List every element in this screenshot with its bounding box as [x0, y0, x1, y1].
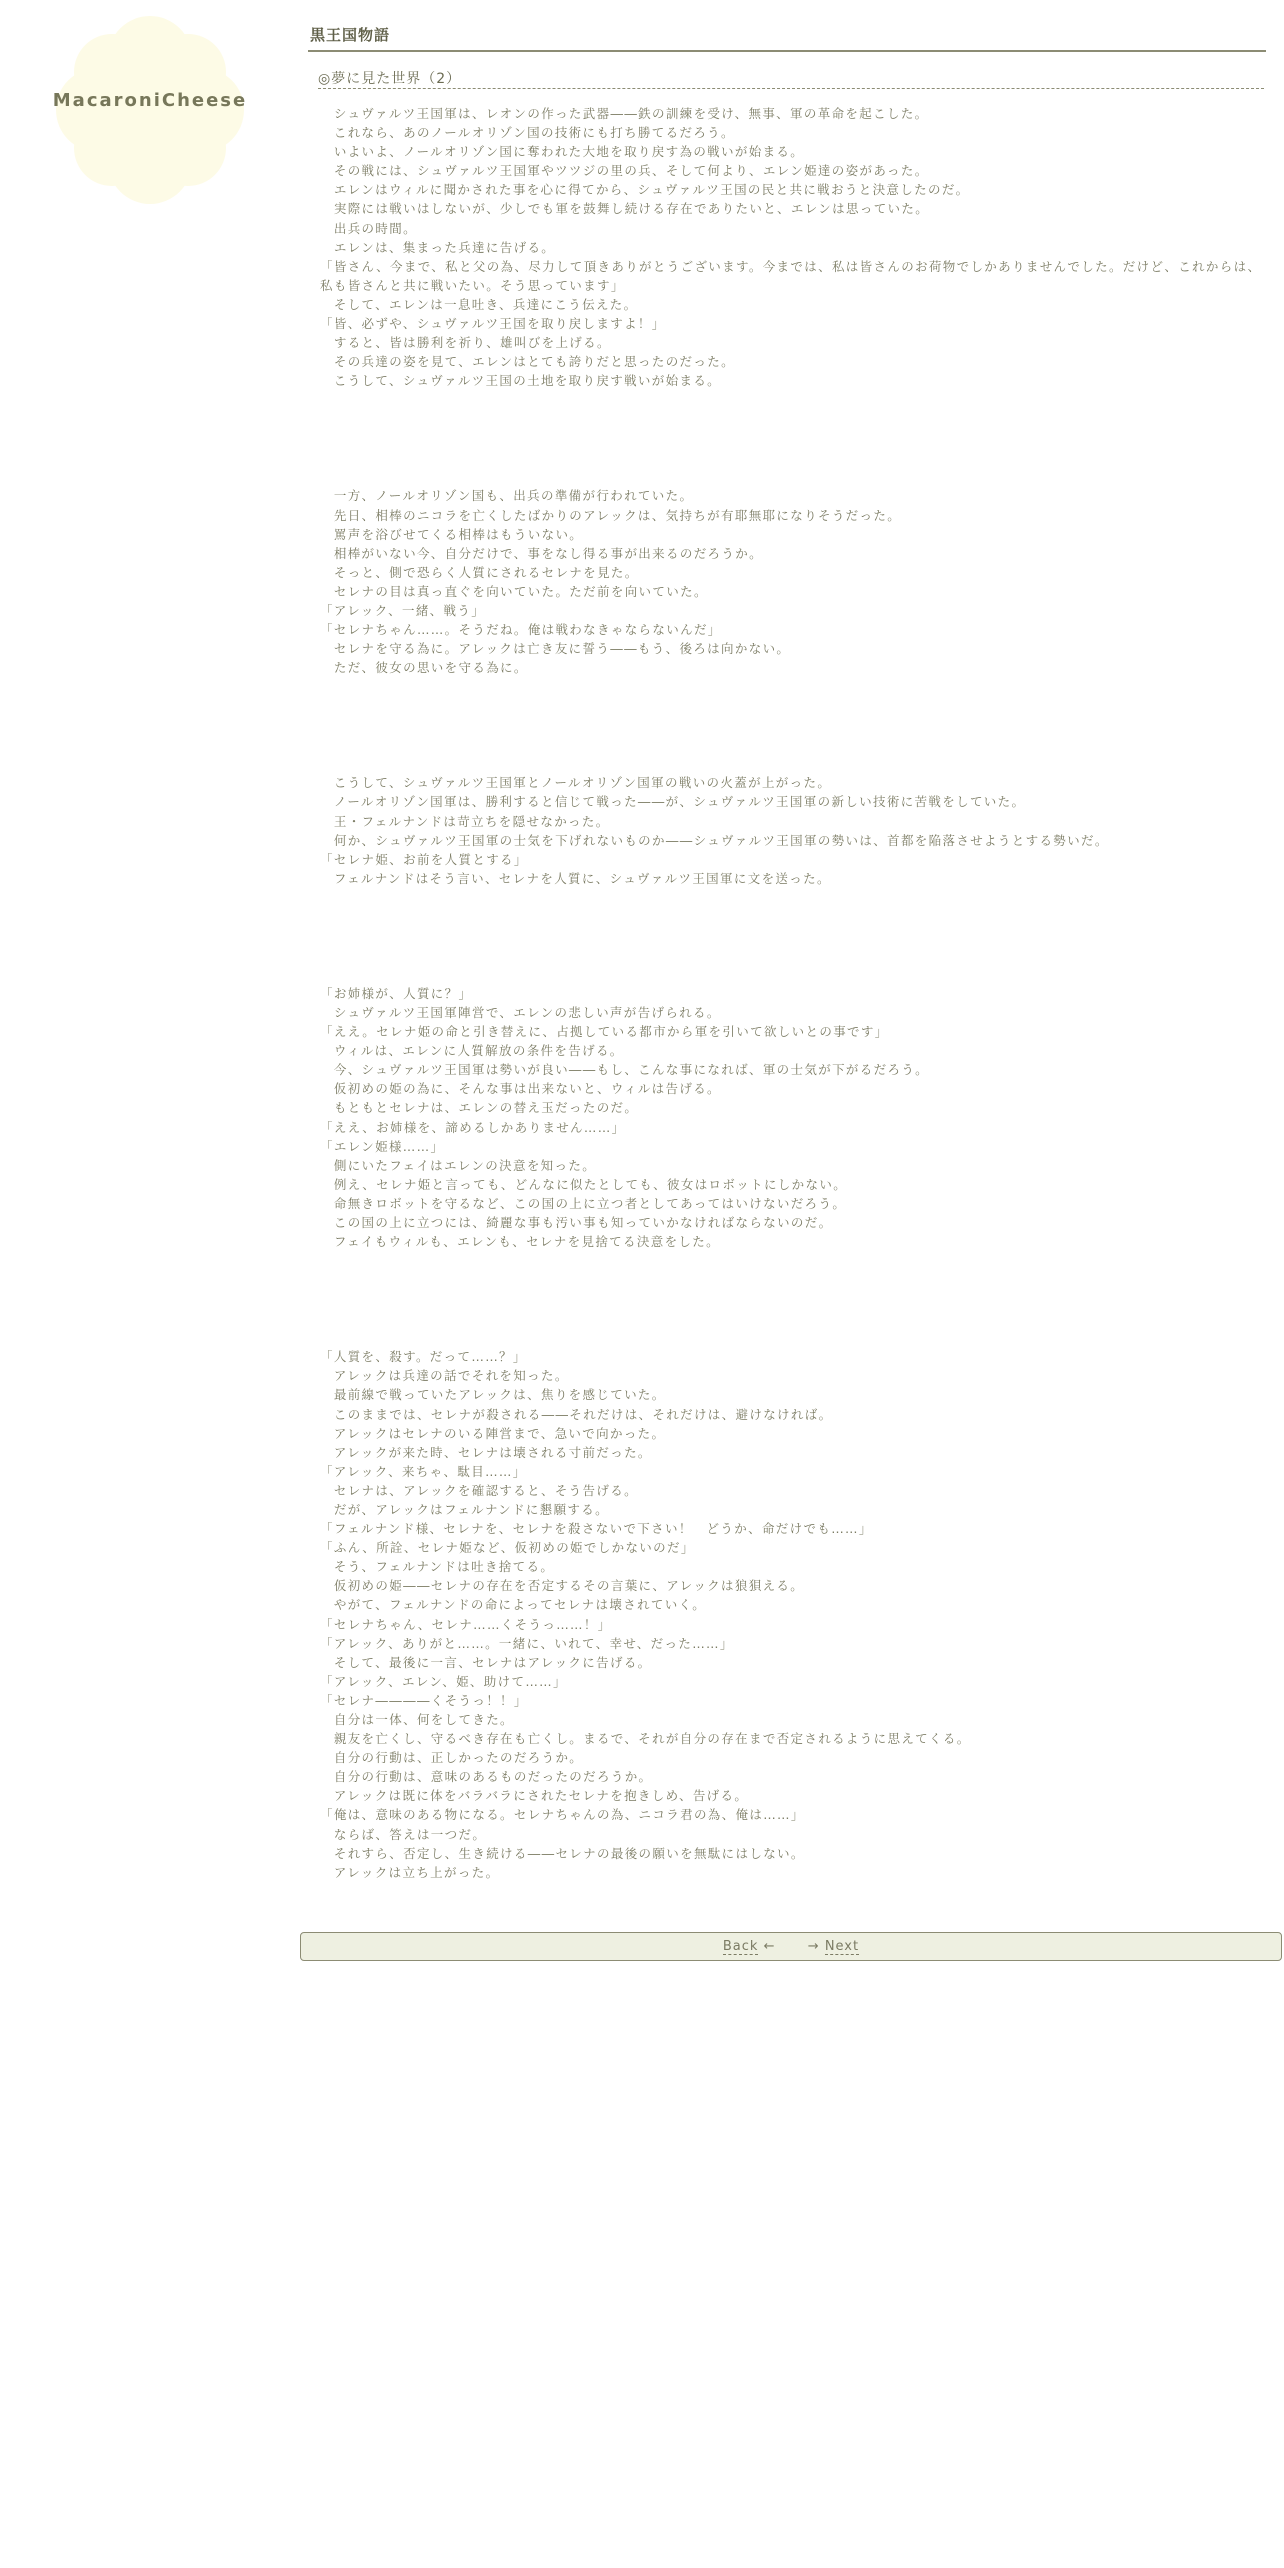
site-title: 黒王国物語 [310, 26, 391, 44]
story-line: 「エレン姫様……」 [320, 1138, 445, 1154]
story-line: 「俺は、意味のある物になる。セレナちゃんの為、ニコラ君の為、俺は……」 [320, 1807, 805, 1823]
story-line: 一方、ノールオリゾン国も、出兵の準備が行われていた。 [320, 488, 694, 504]
story-line: アレックは既に体をバラバラにされたセレナを抱きしめ、告げる。 [320, 1788, 749, 1804]
story-line: これなら、あのノールオリゾン国の技術にも打ち勝てるだろう。 [320, 125, 735, 141]
story-line: セレナを守る為に。アレックは亡き友に誓う――もう、後ろは向かない。 [320, 641, 791, 657]
story-line: そう、フェルナンドは吐き捨てる。 [320, 1559, 555, 1575]
story-line: 「ふん、所詮、セレナ姫など、仮初めの姫でしかないのだ」 [320, 1540, 695, 1556]
story-line: 親友を亡くし、守るべき存在も亡くし。まるで、それが自分の存在まで否定されるように思えてくる。 [320, 1731, 971, 1747]
section-gap [320, 677, 1264, 773]
story-line: 「ええ。セレナ姫の命と引き替えに、占拠している都市から軍を引いて欲しいとの事です」 [320, 1024, 889, 1040]
story-line: 自分の行動は、意味のあるものだったのだろうか。 [320, 1769, 653, 1785]
story-line: アレックは兵達の話でそれを知った。 [320, 1368, 569, 1384]
story-line: 「皆さん、今まで、私と父の為、尽力して頂きありがとうございます。今までは、私は皆さんのお荷物でしかありませんでした。だけど、これからは、私も皆さんと共に戦いたい。そう思っています」 [320, 258, 1262, 293]
story-line: 「アレック、エレン、姫、助けて……」 [320, 1673, 567, 1689]
story-line: 実際には戦いはしないが、少しでも軍を鼓舞し続ける存在でありたいと、エレンは思っていた。 [320, 201, 930, 217]
story-line: 命無きロボットを守るなど、この国の上に立つ者としてあってはいけないだろう。 [320, 1195, 847, 1211]
story-section [320, 486, 1264, 677]
story-body [320, 104, 1264, 1882]
story-line: 「アレック、ありがと……。一緒に、いれて、幸せ、だった……」 [320, 1635, 734, 1651]
story-line: もともとセレナは、エレンの替え玉だったのだ。 [320, 1100, 639, 1116]
story-line: 罵声を浴びせてくる相棒はもういない。 [320, 526, 584, 542]
story-line: それすら、否定し、生き続ける――セレナの最後の願いを無駄にはしない。 [320, 1845, 805, 1861]
story-line: 「アレック、来ちゃ、駄目……」 [320, 1463, 527, 1479]
chapter-divider [318, 88, 1264, 89]
story-line: そして、最後に一言、セレナはアレックに告げる。 [320, 1654, 652, 1670]
story-line: ウィルは、エレンに人質解放の条件を告げる。 [320, 1043, 624, 1059]
story-line: その兵達の姿を見て、エレンはとても誇りだと思ったのだった。 [320, 354, 735, 370]
story-line: こうして、シュヴァルツ王国の土地を取り戻す戦いが始まる。 [320, 373, 722, 389]
story-line: 「セレナちゃん、セレナ……くそうっ……！」 [320, 1616, 612, 1632]
chapter-title: ◎夢に見た世界（2） [318, 71, 462, 87]
story-section [320, 104, 1264, 390]
story-line: 「セレナちゃん……。そうだね。俺は戦わなきゃならないんだ」 [320, 622, 722, 638]
story-line: 「ええ、お姉様を、諦めるしかありません……」 [320, 1119, 626, 1135]
story-line: いよいよ、ノールオリゾン国に奪われた大地を取り戻す為の戦いが始まる。 [320, 144, 805, 160]
section-gap [320, 888, 1264, 984]
story-line: ノールオリゾン国軍は、勝利すると信じて戦った――が、シュヴァルツ王国軍の新しい技術に苦戦をしていた。 [320, 794, 1026, 810]
logo-text: MacaroniCheese [52, 90, 248, 111]
story-line: やがて、フェルナンドの命によってセレナは壊されていく。 [320, 1597, 707, 1613]
story-line: 仮初めの姫の為に、そんな事は出来ないと、ウィルは告げる。 [320, 1081, 721, 1097]
next-arrow: → [807, 1939, 820, 1954]
story-line: セレナの目は真っ直ぐを向いていた。ただ前を向いていた。 [320, 583, 708, 599]
story-line: エレンはウィルに聞かされた事を心に得てから、シュヴァルツ王国の民と共に戦おうと決意したのだ。 [320, 182, 970, 198]
story-line: ただ、彼女の思いを守る為に。 [320, 660, 528, 676]
story-line: 例え、セレナ姫と言っても、どんなに似たとしても、彼女はロボットにしかない。 [320, 1176, 848, 1192]
story-line: エレンは、集まった兵達に告げる。 [320, 239, 556, 255]
story-section [320, 1347, 1264, 1882]
story-section [320, 984, 1264, 1251]
story-line: 「フェルナンド様、セレナを、セレナを殺さないで下さい！ どうか、命だけでも……」 [320, 1521, 873, 1537]
story-line: 出兵の時間。 [320, 220, 417, 236]
story-line: このままでは、セレナが殺される――それだけは、それだけは、避けなければ。 [320, 1406, 833, 1422]
back-link[interactable]: Back [722, 1939, 759, 1954]
story-line: そして、エレンは一息吐き、兵達にこう伝えた。 [320, 296, 638, 312]
story-line: 仮初めの姫――セレナの存在を否定するその言葉に、アレックは狼狽える。 [320, 1578, 805, 1594]
story-line: 「皆、必ずや、シュヴァルツ王国を取り戻しますよ！」 [320, 316, 666, 332]
story-line: 「セレナ――――くそうっ！！」 [320, 1692, 528, 1708]
story-line: セレナは、アレックを確認すると、そう告げる。 [320, 1482, 638, 1498]
story-line: 自分は一体、何をしてきた。 [320, 1712, 514, 1727]
back-arrow: ← [763, 1939, 776, 1954]
story-line: 側にいたフェイはエレンの決意を知った。 [320, 1157, 597, 1173]
section-gap [320, 390, 1264, 486]
story-line: そっと、側で恐らく人質にされるセレナを見た。 [320, 564, 639, 580]
story-line: アレックはセレナのいる陣営まで、急いで向かった。 [320, 1425, 666, 1441]
story-line: だが、アレックはフェルナンドに懇願する。 [320, 1501, 609, 1517]
story-line: 「お姉様が、人質に？」 [320, 985, 473, 1001]
story-line: 「セレナ姫、お前を人質とする」 [320, 851, 528, 867]
story-line: 今、シュヴァルツ王国軍は勢いが良い――もし、こんな事になれば、軍の士気が下がるだろう。 [320, 1062, 930, 1078]
story-line: 王・フェルナンドは苛立ちを隠せなかった。 [320, 813, 610, 829]
story-line: 自分の行動は、正しかったのだろうか。 [320, 1750, 584, 1766]
story-section [320, 773, 1264, 888]
story-line: すると、皆は勝利を祈り、雄叫びを上げる。 [320, 335, 611, 351]
story-line: フェイもウィルも、エレンも、セレナを見捨てる決意をした。 [320, 1234, 720, 1250]
story-line: この国の上に立つには、綺麗な事も汚い事も知っていかなければならないのだ。 [320, 1215, 833, 1231]
section-gap [320, 1251, 1264, 1347]
story-line: 何か、シュヴァルツ王国軍の士気を下げれないものか――シュヴァルツ王国軍の勢いは、首都を陥落させようとする勢いだ。 [320, 832, 1109, 848]
story-line: 先日、相棒のニコラを亡くしたばかりのアレックは、気持ちが有耶無耶になりそうだった。 [320, 507, 902, 523]
story-line: シュヴァルツ王国軍陣営で、エレンの悲しい声が告げられる。 [320, 1005, 721, 1020]
story-line: 「アレック、一緒、戦う」 [320, 602, 486, 618]
site-logo[interactable] [50, 10, 250, 210]
story-line: 相棒がいない今、自分だけで、事をなし得る事が出来るのだろうか。 [320, 545, 763, 561]
story-line: アレックが来た時、セレナは壊される寸前だった。 [320, 1444, 652, 1460]
next-link[interactable]: Next [824, 1939, 860, 1954]
story-line: フェルナンドはそう言い、セレナを人質に、シュヴァルツ王国軍に文を送った。 [320, 870, 831, 886]
story-line: アレックは立ち上がった。 [320, 1864, 500, 1880]
story-line: こうして、シュヴァルツ王国軍とノールオリゾン国軍の戦いの火蓋が上がった。 [320, 775, 832, 791]
title-divider [308, 50, 1266, 52]
story-line: シュヴァルツ王国軍は、レオンの作った武器――鉄の訓練を受け、無事、軍の革命を起こした。 [320, 106, 929, 121]
pagination-bar [300, 1932, 1282, 1961]
story-line: 「人質を、殺す。だって……？」 [320, 1349, 527, 1365]
story-line: 最前線で戦っていたアレックは、焦りを感じていた。 [320, 1387, 666, 1403]
story-line: その戦には、シュヴァルツ王国軍やツツジの里の兵、そして何より、エレン姫達の姿があった。 [320, 163, 929, 179]
story-line: ならば、答えは一つだ。 [320, 1826, 487, 1842]
